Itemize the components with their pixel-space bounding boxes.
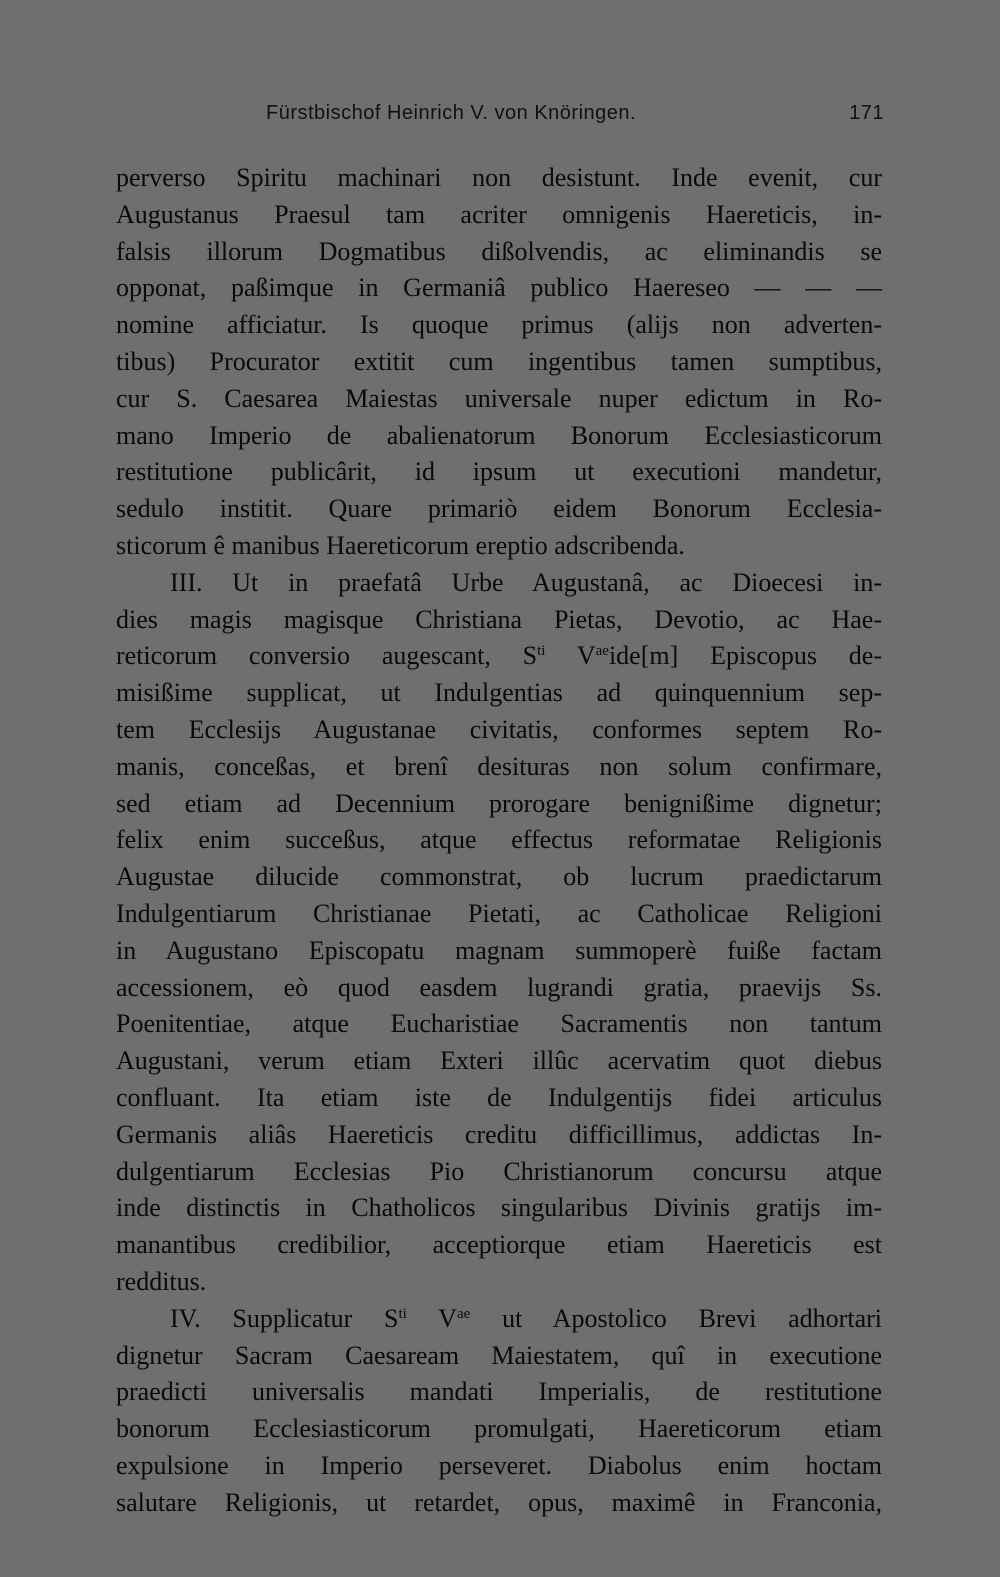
text-line: Augustae dilucide commonstrat, ob lucrum praedictarum (116, 862, 882, 892)
text-line: Augustanus Praesul tam acriter omnigenis Haereticis, in- (116, 199, 882, 229)
text-run: V (545, 641, 596, 671)
text-line: falsis illorum Dogmatibus dißolvendis, ac eliminandis se (116, 236, 882, 266)
text-line: dignetur Sacram Caesaream Maiestatem, quî in executione (116, 1340, 882, 1370)
text-line: opponat, paßimque in Germaniâ publico Haereseo — — — (116, 273, 882, 303)
text-line: nomine afficiatur. Is quoque primus (alijs non adverten- (116, 310, 882, 340)
text-line: accessionem, eò quod easdem lugrandi gratia, praevijs Ss. (116, 972, 882, 1002)
text-line: salutare Religionis, ut retardet, opus, maximê in Franconia, (116, 1487, 882, 1517)
text-run: V (406, 1303, 457, 1333)
text-line: tem Ecclesijs Augustanae civitatis, conformes septem Ro- (116, 714, 882, 744)
text-line: cur S. Caesarea Maiestas universale nuper edictum in Ro- (116, 383, 882, 413)
superscript: ti (537, 643, 546, 660)
text-line: restitutione publicârit, id ipsum ut executioni mandetur, (116, 457, 882, 487)
text-line: mano Imperio de abalienatorum Bonorum Ecclesiasticorum (116, 420, 882, 450)
page-number: 171 (849, 102, 884, 124)
text-line (116, 638, 882, 675)
text-line: sedulo institit. Quare primariò eidem Bonorum Ecclesia- (116, 494, 882, 524)
running-head (118, 102, 884, 132)
text-line: dulgentiarum Ecclesias Pio Christianorum concursu atque (116, 1156, 882, 1186)
text-line: sed etiam ad Decennium prorogare benignißime dignetur; (116, 788, 882, 818)
text-line: confluant. Ita etiam iste de Indulgentijs fidei articulus (116, 1082, 882, 1112)
text-line: Indulgentiarum Christianae Pietati, ac Catholicae Religioni (116, 898, 882, 928)
text-line: inde distinctis in Chatholicos singularibus Divinis gratijs im- (116, 1193, 882, 1223)
text-line: Poenitentiae, atque Eucharistiae Sacramentis non tantum (116, 1009, 882, 1039)
body-text (116, 160, 882, 1521)
text-run: ut Apostolico Brevi adhortari (470, 1303, 882, 1333)
text-line: misißime supplicat, ut Indulgentias ad quinquennium sep- (116, 678, 882, 708)
text-line: Germanis aliâs Haereticis creditu difficillimus, addictas In- (116, 1119, 882, 1149)
text-line (116, 1301, 882, 1338)
text-run: reticorum conversio augescant, S (116, 641, 538, 671)
text-line: Augustani, verum etiam Exteri illûc acervatim quot diebus (116, 1046, 882, 1076)
text-line: in Augustano Episcopatu magnam summoperè fuiße factam (116, 935, 882, 965)
text-run: ide[m] Episcopus de- (608, 641, 883, 671)
superscript: ae (595, 643, 609, 660)
superscript: ti (398, 1305, 407, 1322)
text-line: bonorum Ecclesiasticorum promulgati, Haereticorum etiam (116, 1414, 882, 1444)
text-line: tibus) Procurator extitit cum ingentibus tamen sumptibus, (116, 346, 882, 376)
text-line: dies magis magisque Christiana Pietas, Devotio, ac Hae- (116, 604, 882, 634)
text-line: manis, conceßas, et brenî desituras non solum confirmare, (116, 751, 882, 781)
text-line: sticorum ê manibus Haereticorum ereptio adscribenda. (116, 530, 685, 560)
text-line: felix enim succeßus, atque effectus reformatae Religionis (116, 825, 882, 855)
text-line: perverso Spiritu machinari non desistunt. Inde evenit, cur (116, 163, 882, 192)
superscript: ae (456, 1305, 471, 1322)
running-title: Fürstbischof Heinrich V. von Knöringen. (266, 102, 637, 124)
text-run: IV. Supplicatur S (170, 1303, 399, 1333)
text-line: expulsione in Imperio perseveret. Diabolus enim hoctam (116, 1450, 882, 1480)
text-line: manantibus credibilior, acceptiorque etiam Haereticis est (116, 1230, 882, 1260)
text-line: praedicti universalis mandati Imperialis, de restitutione (116, 1377, 882, 1407)
text-line: III. Ut in praefatâ Urbe Augustanâ, ac Dioecesi in- (170, 567, 882, 597)
text-line: redditus. (116, 1266, 207, 1296)
